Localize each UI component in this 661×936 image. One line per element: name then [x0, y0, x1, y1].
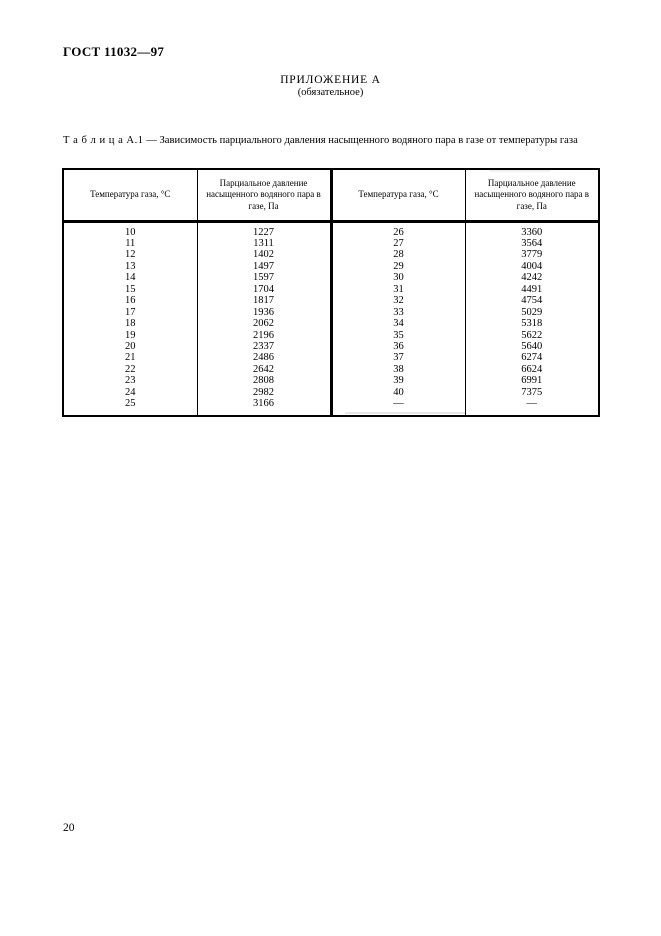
cell-pressure-left: 2642 — [197, 364, 331, 375]
cell-temperature-right: 39 — [331, 375, 465, 386]
cell-pressure-right: 3360 — [465, 221, 599, 238]
table-caption — [63, 135, 603, 146]
cell-pressure-right: — — [465, 398, 599, 415]
cell-temperature-right: 40 — [331, 387, 465, 398]
cell-temperature-left: 24 — [125, 386, 136, 398]
cell-temperature-right: 29 — [331, 261, 465, 272]
cell-pressure-left: 2982 — [197, 387, 331, 398]
cell-temperature-right: — — [331, 398, 465, 415]
doc-code: ГОСТ 11032—97 — [63, 44, 165, 59]
cell-temperature-left: 25 — [125, 398, 136, 410]
cell-temperature-right: 36 — [331, 341, 465, 352]
cell-temperature-left: 21 — [125, 352, 136, 364]
table-row — [63, 272, 599, 283]
cell-pressure-left: 2808 — [197, 375, 331, 386]
cell-temperature-left: 16 — [125, 295, 136, 307]
header-pressure-left: Парциальное давление насыщенного водяного пара в газе, Па — [197, 169, 331, 221]
cell-pressure-left: 2337 — [197, 341, 331, 352]
cell-pressure-left: 2486 — [197, 352, 331, 363]
cell-temperature-left: 20 — [125, 341, 136, 353]
cell-pressure-right: 6991 — [465, 375, 599, 386]
table-row — [63, 261, 599, 272]
table-row — [63, 295, 599, 306]
cell-pressure-right: 5029 — [465, 307, 599, 318]
table-caption-label: Т а б л и ц а А.1 — [63, 135, 144, 146]
appendix-subtitle: (обязательное) — [297, 87, 364, 98]
cell-pressure-right: 7375 — [465, 387, 599, 398]
cell-pressure-right: 4754 — [465, 295, 599, 306]
header-temperature-right: Температура газа, °С — [331, 169, 465, 221]
table-row — [63, 341, 599, 352]
cell-pressure-right: 4242 — [465, 272, 599, 283]
cell-temperature-right: 33 — [331, 307, 465, 318]
table-row — [63, 387, 599, 398]
cell-temperature-right: 32 — [331, 295, 465, 306]
header-pressure-right: Парциальное давление насыщенного водяного пара в газе, Па — [465, 169, 599, 221]
pressure-temperature-table — [62, 168, 600, 417]
cell-pressure-left: 1817 — [197, 295, 331, 306]
cell-pressure-right: 5622 — [465, 330, 599, 341]
cell-temperature-left: 14 — [125, 272, 136, 284]
cell-pressure-left: 3166 — [197, 398, 331, 415]
cell-pressure-right: 5640 — [465, 341, 599, 352]
cell-pressure-right: 3779 — [465, 249, 599, 260]
cell-pressure-right: 3564 — [465, 238, 599, 249]
page-number: 20 — [63, 822, 75, 834]
table-row — [63, 318, 599, 329]
header-temperature-left: Температура газа, °С — [63, 169, 197, 221]
table-row — [63, 375, 599, 386]
cell-temperature-left: 11 — [125, 237, 136, 249]
cell-temperature-right: 26 — [331, 221, 465, 238]
cell-temperature-right: 34 — [331, 318, 465, 329]
cell-temperature-left: 15 — [125, 283, 136, 295]
cell-temperature-left: 10 — [125, 226, 136, 238]
cell-pressure-left: 1936 — [197, 307, 331, 318]
cell-pressure-left: 2196 — [197, 330, 331, 341]
cell-temperature-right: 35 — [331, 330, 465, 341]
cell-pressure-left: 1227 — [197, 221, 331, 238]
cell-pressure-right: 6274 — [465, 352, 599, 363]
cell-temperature-left: 23 — [125, 375, 136, 387]
cell-pressure-right: 6624 — [465, 364, 599, 375]
table-caption-dash: — — [146, 135, 157, 146]
cell-temperature-left: 19 — [125, 329, 136, 341]
cell-pressure-left: 1497 — [197, 261, 331, 272]
cell-temperature-right: 30 — [331, 272, 465, 283]
cell-pressure-left: 1704 — [197, 284, 331, 295]
cell-pressure-left: 2062 — [197, 318, 331, 329]
table-caption-text: Зависимость парциального давления насыщенного водяного пара в газе от температуры газа — [159, 135, 578, 146]
table-row — [63, 249, 599, 260]
table-row — [63, 307, 599, 318]
table-header-row — [63, 169, 599, 221]
table-row — [63, 364, 599, 375]
appendix-heading — [0, 74, 661, 98]
cell-temperature-left: 13 — [125, 260, 136, 272]
cell-temperature-right: 27 — [331, 238, 465, 249]
cell-temperature-right: 37 — [331, 352, 465, 363]
table-row — [63, 284, 599, 295]
cell-pressure-right: 5318 — [465, 318, 599, 329]
table-row — [63, 221, 599, 238]
cell-pressure-left: 1597 — [197, 272, 331, 283]
table-row — [63, 352, 599, 363]
cell-pressure-left: 1311 — [197, 238, 331, 249]
cell-temperature-left: 18 — [125, 318, 136, 330]
cell-pressure-right: 4004 — [465, 261, 599, 272]
cell-temperature-left: 17 — [125, 306, 136, 318]
cell-temperature-right: 31 — [331, 284, 465, 295]
cell-temperature-right: 28 — [331, 249, 465, 260]
table-row — [63, 238, 599, 249]
cell-temperature-left: 22 — [125, 363, 136, 375]
table-row — [63, 330, 599, 341]
table-row — [63, 398, 599, 415]
appendix-title: ПРИЛОЖЕНИЕ А — [280, 74, 381, 86]
cell-temperature-right: 38 — [331, 364, 465, 375]
cell-temperature-left: 12 — [125, 249, 136, 261]
cell-pressure-right: 4491 — [465, 284, 599, 295]
cell-pressure-left: 1402 — [197, 249, 331, 260]
table-body — [63, 221, 599, 416]
